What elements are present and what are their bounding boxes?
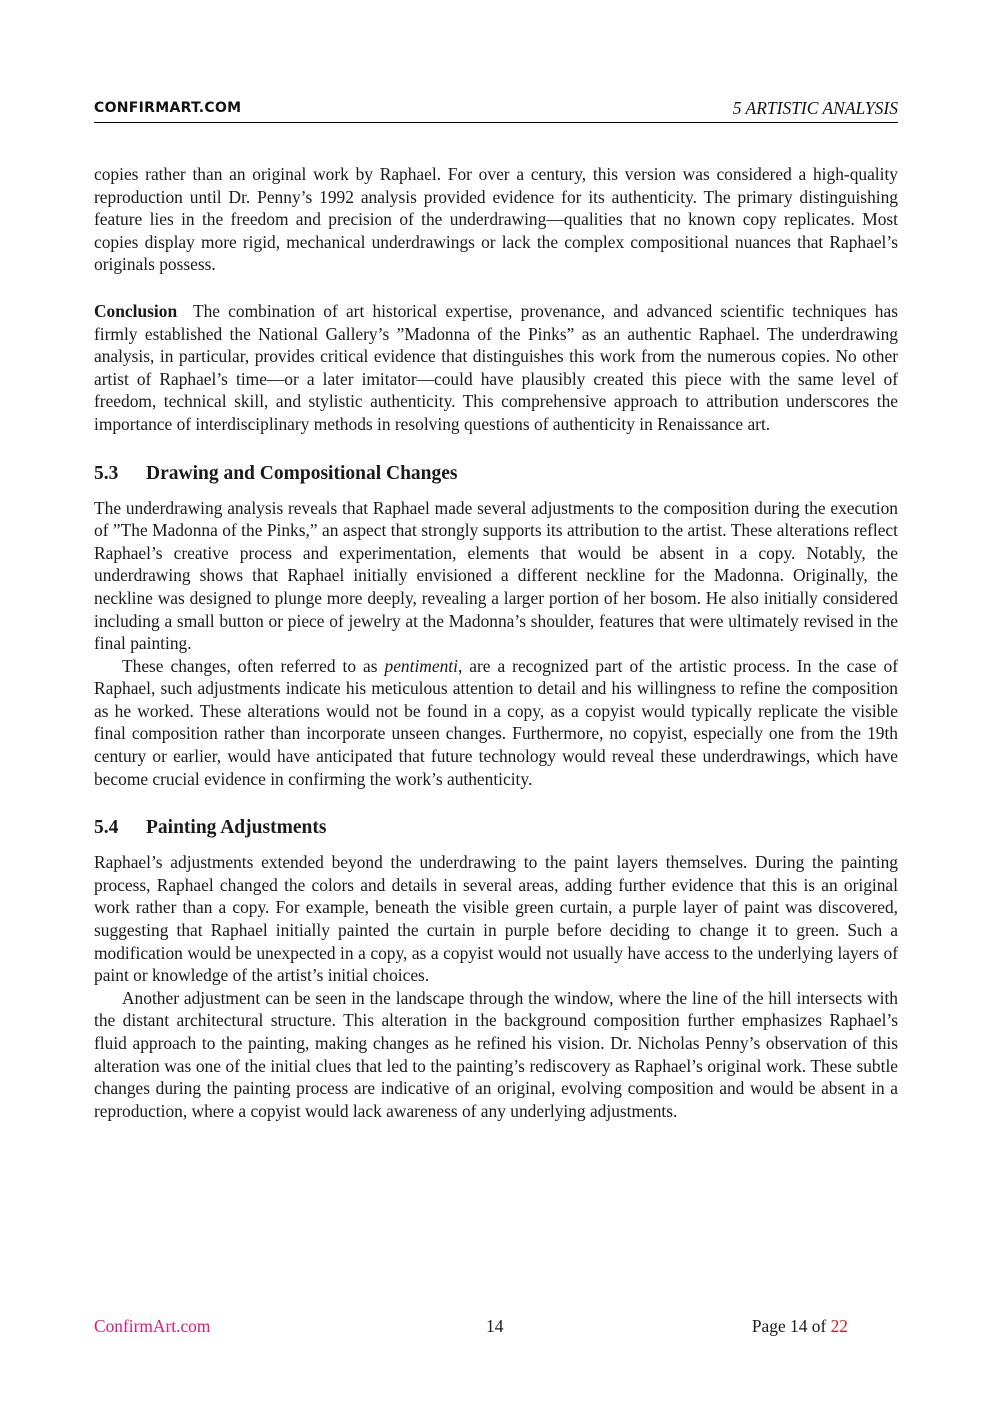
section-number: 5.4 <box>94 817 119 839</box>
section-heading-5-3 <box>94 462 898 486</box>
section-5-4-paragraph-2: Another adjustment can be seen in the landscape through the window, where the line of the hill intersects with the distant architectural structure. This alteration in the background composition further emphasizes Raphael’s fluid approach to the painting, making changes as he refined his vision. Dr. Nicholas Penny’s observation of this alteration was one of the initial clues that led to the painting’s rediscovery as Raphael’s original work. These subtle changes during the painting process are indicative of an original, evolving composition and would be absent in a reproduction, where a copyist would lack awareness of any underlying adjustments. <box>94 987 898 1121</box>
total-pages-link[interactable]: 22 <box>830 1316 848 1336</box>
page-count <box>752 1316 848 1337</box>
pentimenti-term: pentimenti <box>384 655 458 676</box>
paragraph-text: , are a recognized part of the artistic process. In the case of Raphael, such adjustments indicate his meticulous attention to detail and his willingness to refine the composition as he worked. These alterations would not be found in a copy, as a copyist would typically replicate the visible final composition rather than incorporate unseen changes. Furthermore, no copyist, especially one from the 19th century or earlier, would have anticipated that future technology would reveal these underdrawings, which have become crucial evidence in confirming the work’s authenticity. <box>94 655 898 789</box>
section-5-3-paragraph-1: The underdrawing analysis reveals that Raphael made several adjustments to the composition during the execution of ”The Madonna of the Pinks,” an aspect that strongly supports its attribution to the artist. These alterations reflect Raphael’s creative process and experimentation, elements that would be absent in a copy. Notably, the underdrawing shows that Raphael initially envisioned a different neckline for the Madonna. Originally, the neckline was designed to plunge more deeply, revealing a larger portion of her bosom. He also initially considered including a small button or piece of jewelry at the Madonna’s shoulder, features that were ultimately revised in the final painting. <box>94 497 898 654</box>
running-section-title: 5 ARTISTIC ANALYSIS <box>732 98 898 118</box>
body-text <box>94 163 898 1122</box>
page-footer <box>94 1316 898 1340</box>
section-5-3-paragraph-2 <box>94 655 898 791</box>
section-title: Painting Adjustments <box>146 817 327 839</box>
paragraph-text: These changes, often referred to as <box>122 655 385 676</box>
conclusion-heading: Conclusion <box>94 300 178 321</box>
page-number: 14 <box>486 1316 504 1336</box>
intro-paragraph: copies rather than an original work by Raphael. For over a century, this version was considered a high-quality reproduction until Dr. Penny’s 1992 analysis provided evidence for its authenticity. The primary distinguishing feature lies in the freedom and precision of the underdrawing—qualities that no known copy replicates. Most copies display more rigid, mechanical underdrawings or lack the complex compositional nuances that Raphael’s originals possess. <box>94 164 898 275</box>
page-of-label: Page 14 of <box>751 1316 831 1336</box>
section-number: 5.3 <box>94 462 119 484</box>
page-header <box>94 98 898 123</box>
conclusion-paragraph <box>94 300 898 436</box>
conclusion-text: The combination of art historical expertise, provenance, and advanced scientific techniques has firmly established the National Gallery’s ”Madonna of the Pinks” as an authentic Raphael. The underdrawing analysis, in particular, provides critical evidence that distinguishes this work from the numerous copies. No other artist of Raphael’s time—or a later imitator—could have plausibly created this piece with the same level of freedom, technical skill, and stylistic authenticity. This comprehensive approach to attribution underscores the importance of interdisciplinary methods in resolving questions of authenticity in Renaissance art. <box>94 300 898 434</box>
section-5-4-paragraph-1: Raphael’s adjustments extended beyond the underdrawing to the paint layers themselves. During the painting process, Raphael changed the colors and details in several areas, adding further evidence that this is an original work rather than a copy. For example, beneath the visible green curtain, a purple layer of paint was discovered, suggesting that Raphael initially painted the curtain in purple before deciding to change it to green. Such a modification would be unexpected in a copy, as a copyist would not usually have access to the underlying layers of paint or knowledge of the artist’s initial choices. <box>94 852 898 986</box>
section-title: Drawing and Compositional Changes <box>146 462 458 484</box>
site-link[interactable]: ConfirmArt.com <box>94 1316 211 1336</box>
section-heading-5-4 <box>94 816 898 840</box>
site-logo: CONFIRMART.COM <box>94 100 242 116</box>
